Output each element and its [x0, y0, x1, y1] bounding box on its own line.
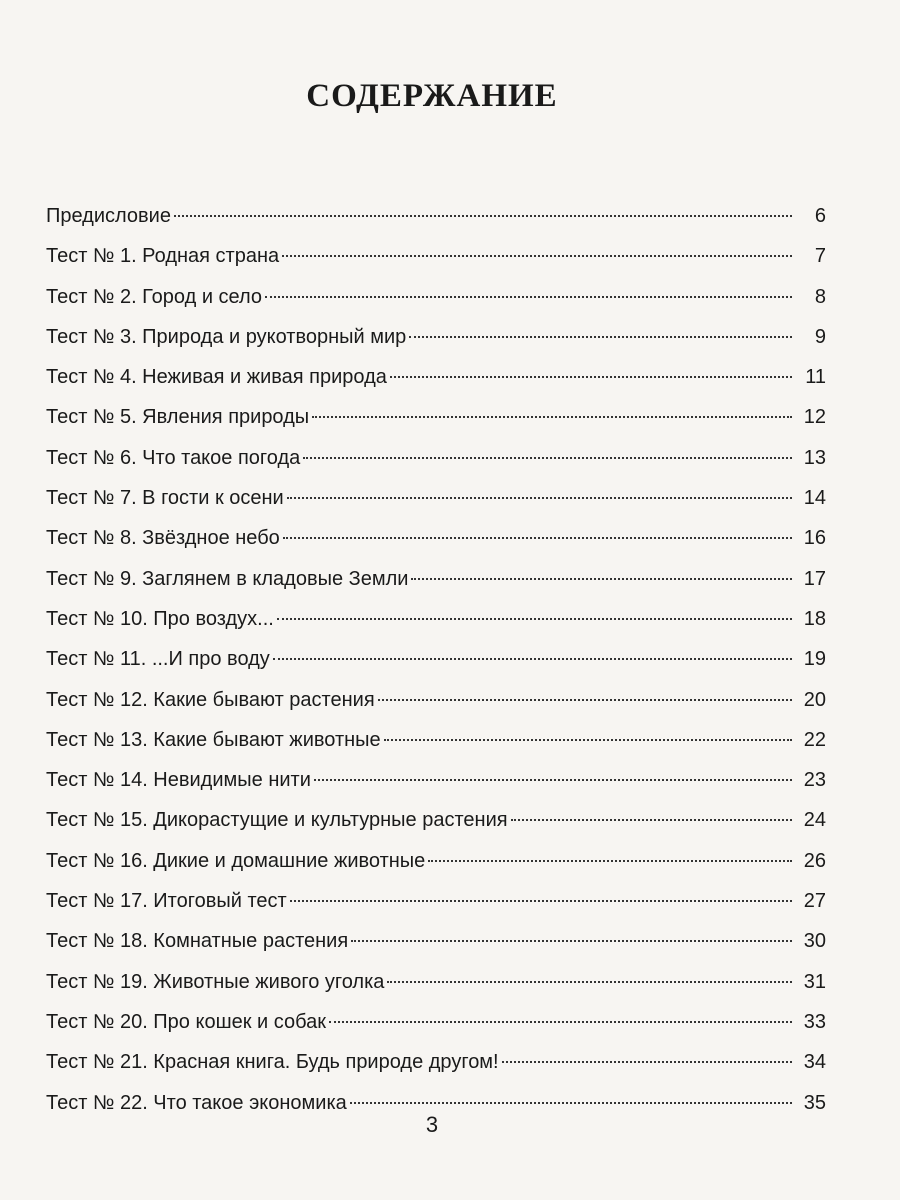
toc-entry-title: Тест № 17. Итоговый тест [46, 890, 287, 913]
table-of-contents [46, 196, 826, 1123]
toc-entry-page: 7 [814, 245, 826, 268]
toc-entry [46, 599, 826, 639]
toc-leader-dots [287, 497, 792, 499]
toc-entry [46, 1002, 826, 1042]
toc-leader-dots [329, 1021, 792, 1023]
toc-entry-page: 12 [803, 406, 826, 429]
toc-entry-title: Тест № 20. Про кошек и собак [46, 1010, 326, 1033]
toc-entry-page: 34 [803, 1051, 826, 1074]
toc-entry [46, 196, 826, 236]
toc-leader-dots [265, 296, 792, 298]
toc-leader-dots [174, 215, 792, 217]
toc-entry-page: 22 [803, 728, 826, 751]
toc-entry [46, 357, 826, 397]
toc-entry-page: 26 [803, 849, 826, 872]
toc-entry [46, 720, 826, 760]
toc-entry-title: Тест № 22. Что такое экономика [46, 1091, 347, 1114]
toc-entry-page: 18 [803, 607, 826, 630]
toc-entry-page: 24 [803, 809, 826, 832]
toc-leader-dots [303, 457, 792, 459]
toc-leader-dots [350, 1102, 792, 1104]
toc-leader-dots [384, 739, 792, 741]
toc-entry-page: 13 [803, 446, 826, 469]
toc-entry-page: 19 [803, 648, 826, 671]
toc-entry-page: 20 [803, 688, 826, 711]
toc-entry-title: Тест № 7. В гости к осени [46, 487, 284, 510]
toc-leader-dots [290, 900, 792, 902]
toc-entry-title: Тест № 5. Явления природы [46, 406, 310, 429]
toc-entry [46, 962, 826, 1002]
toc-entry-title: Тест № 21. Красная книга. Будь природе другом! [46, 1051, 499, 1074]
toc-entry-title: Тест № 4. Неживая и живая природа [46, 366, 387, 389]
toc-entry-title: Тест № 14. Невидимые нити [46, 769, 311, 792]
toc-entry [46, 881, 826, 921]
toc-entry-title: Тест № 1. Родная страна [46, 245, 280, 268]
toc-entry-page: 11 [805, 366, 826, 389]
toc-entry [46, 397, 826, 437]
toc-entry-title: Тест № 12. Какие бывают растения [46, 688, 375, 711]
toc-entry-page: 6 [814, 205, 826, 227]
toc-leader-dots [282, 255, 792, 257]
toc-entry-title: Тест № 9. Заглянем в кладовые Земли [46, 567, 409, 590]
toc-entry-page: 17 [803, 567, 826, 590]
toc-leader-dots [502, 1061, 792, 1063]
toc-entry [46, 1042, 826, 1082]
toc-entry [46, 518, 826, 558]
toc-leader-dots [312, 416, 792, 418]
toc-leader-dots [378, 699, 792, 701]
toc-entry [46, 639, 826, 679]
toc-leader-dots [409, 336, 792, 338]
toc-entry [46, 800, 826, 840]
page-number: 3 [425, 1112, 439, 1137]
toc-leader-dots [314, 779, 792, 781]
toc-entry-page: 35 [803, 1091, 826, 1114]
toc-entry-title: Предисловие [46, 205, 171, 227]
toc-entry-page: 33 [803, 1010, 826, 1033]
toc-entry-title: Тест № 16. Дикие и домашние животные [46, 849, 426, 872]
toc-leader-dots [411, 578, 792, 580]
toc-leader-dots [387, 981, 792, 983]
toc-entry-page: 16 [803, 527, 826, 550]
toc-leader-dots [283, 537, 792, 539]
toc-entry [46, 841, 826, 881]
toc-leader-dots [428, 860, 792, 862]
toc-entry [46, 559, 826, 599]
toc-entry-page: 27 [803, 890, 826, 913]
toc-entry [46, 478, 826, 518]
toc-entry-page: 31 [803, 970, 826, 993]
toc-entry [46, 438, 826, 478]
toc-entry-title: Тест № 19. Животные живого уголка [46, 970, 385, 993]
toc-entry [46, 921, 826, 961]
toc-leader-dots [351, 940, 792, 942]
toc-entry-title: Тест № 2. Город и село [46, 285, 263, 308]
toc-leader-dots [511, 819, 792, 821]
toc-leader-dots [273, 658, 792, 660]
toc-leader-dots [390, 376, 792, 378]
toc-entry-title: Тест № 18. Комнатные растения [46, 930, 349, 953]
toc-entry [46, 236, 826, 276]
toc-entry-page: 9 [814, 325, 826, 348]
toc-entry [46, 277, 826, 317]
toc-entry-page: 8 [814, 285, 826, 308]
page-title: СОДЕРЖАНИЕ [306, 78, 558, 114]
toc-leader-dots [277, 618, 792, 620]
toc-entry-title: Тест № 6. Что такое погода [46, 446, 301, 469]
toc-entry-title: Тест № 10. Про воздух... [46, 607, 274, 630]
toc-entry [46, 317, 826, 357]
toc-entry-title: Тест № 3. Природа и рукотворный мир [46, 325, 407, 348]
toc-entry-page: 23 [803, 769, 826, 792]
toc-entry-title: Тест № 8. Звёздное небо [46, 527, 280, 550]
toc-entry [46, 680, 826, 720]
toc-entry-page: 30 [803, 930, 826, 953]
toc-entry-title: Тест № 13. Какие бывают животные [46, 728, 381, 751]
toc-entry-title: Тест № 15. Дикорастущие и культурные растения [46, 809, 508, 832]
toc-entry [46, 760, 826, 800]
toc-entry-page: 14 [803, 487, 826, 510]
toc-entry-title: Тест № 11. ...И про воду [46, 648, 270, 671]
